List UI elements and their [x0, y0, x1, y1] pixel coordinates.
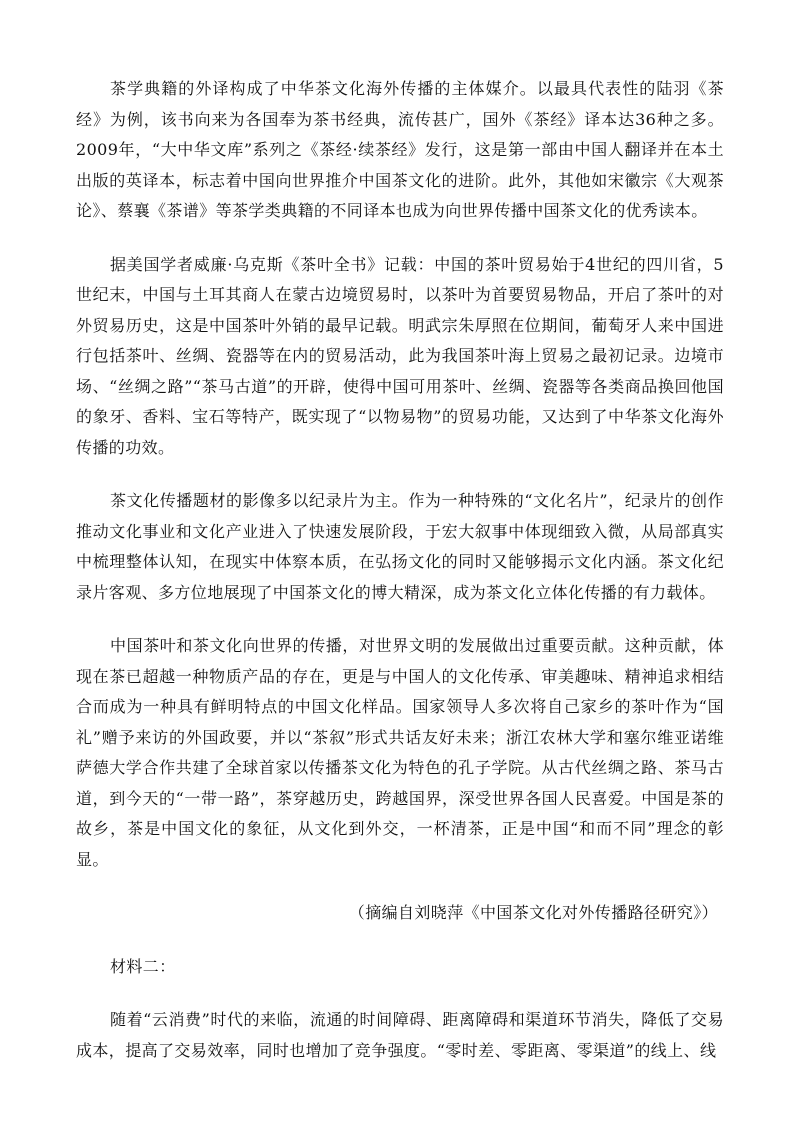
paragraph-tea-trade-history: 据美国学者威廉·乌克斯《茶叶全书》记载：中国的茶叶贸易始于4世纪的四川省，5世纪末，中国与土耳其商人在蒙古边境贸易时，以茶叶为首要贸易物品，开启了茶叶的对外贸易历史，这是中国茶叶外销的最早记载。明武宗朱厚照在位期间，葡萄牙人来中国进行包括茶叶、丝绸、瓷器等在内的贸易活动，此为我国茶叶海上贸易之最初记录。边境市场、“丝绸之路”“茶马古道”的开辟，使得中国可用茶叶、丝绸、瓷器等各类商品换回他国的象牙、香料、宝石等特产，既实现了“以物易物”的贸易功能，又达到了中华茶文化海外传播的功效。 — [76, 254, 724, 457]
paragraph-tea-documentaries: 茶文化传播题材的影像多以纪录片为主。作为一种特殊的“文化名片”，纪录片的创作推动文化事业和文化产业进入了快速发展阶段，于宏大叙事中体现细致入微，从局部真实中梳理整体认知，在现实中体察本质，在弘扬文化的同时又能够揭示文化内涵。茶文化纪录片客观、多方位地展现了中国茶文化的博大精深，成为茶文化立体化传播的有力载体。 — [76, 491, 724, 602]
paragraph-tea-classics-translation: 茶学典籍的外译构成了中华茶文化海外传播的主体媒介。以最具代表性的陆羽《茶经》为例，该书向来为各国奉为茶书经典，流传甚广，国外《茶经》译本达36种之多。2009年，“大中华文库”系列之《茶经·续茶经》发行，这是第一部由中国人翻译并在本土出版的英译本，标志着中国向世界推介中国茶文化的进阶。此外，其他如宋徽宗《大观茶论》、蔡襄《茶谱》等茶学类典籍的不同译本也成为向世界传播中国茶文化的优秀读本。 — [76, 79, 724, 220]
document-page — [76, 74, 724, 1089]
material-two-label: 材料二： — [110, 956, 176, 976]
paragraph-tea-world-contribution: 中国茶叶和茶文化向世界的传播，对世界文明的发展做出过重要贡献。这种贡献，体现在茶已超越一种物质产品的存在，更是与中国人的文化传承、审美趣味、精神追求相结合而成为一种具有鲜明特点的中国文化样品。国家领导人多次将自己家乡的茶叶作为“国礼”赠予来访的外国政要，并以“茶叙”形式共话友好未来；浙江农林大学和塞尔维亚诺维萨德大学合作共建了全球首家以传播茶文化为特色的孔子学院。从古代丝绸之路、茶马古道，到今天的“一带一路”，茶穿越历史，跨越国界，深受世界各国人民喜爱。中国是茶的故乡，茶是中国文化的象征，从文化到外交，一杯清茶，正是中国“和而不同”理念的彰显。 — [76, 636, 724, 869]
source-citation: （摘编自刘晓萍《中国茶文化对外传播路径研究》） — [348, 903, 718, 922]
paragraph-cloud-consumption: 随着“云消费”时代的来临，流通的时间障碍、距离障碍和渠道环节消失，降低了交易成本，提高了交易效率，同时也增加了竞争强度。“零时差、零距离、零渠道”的线上、线 — [76, 1010, 724, 1060]
